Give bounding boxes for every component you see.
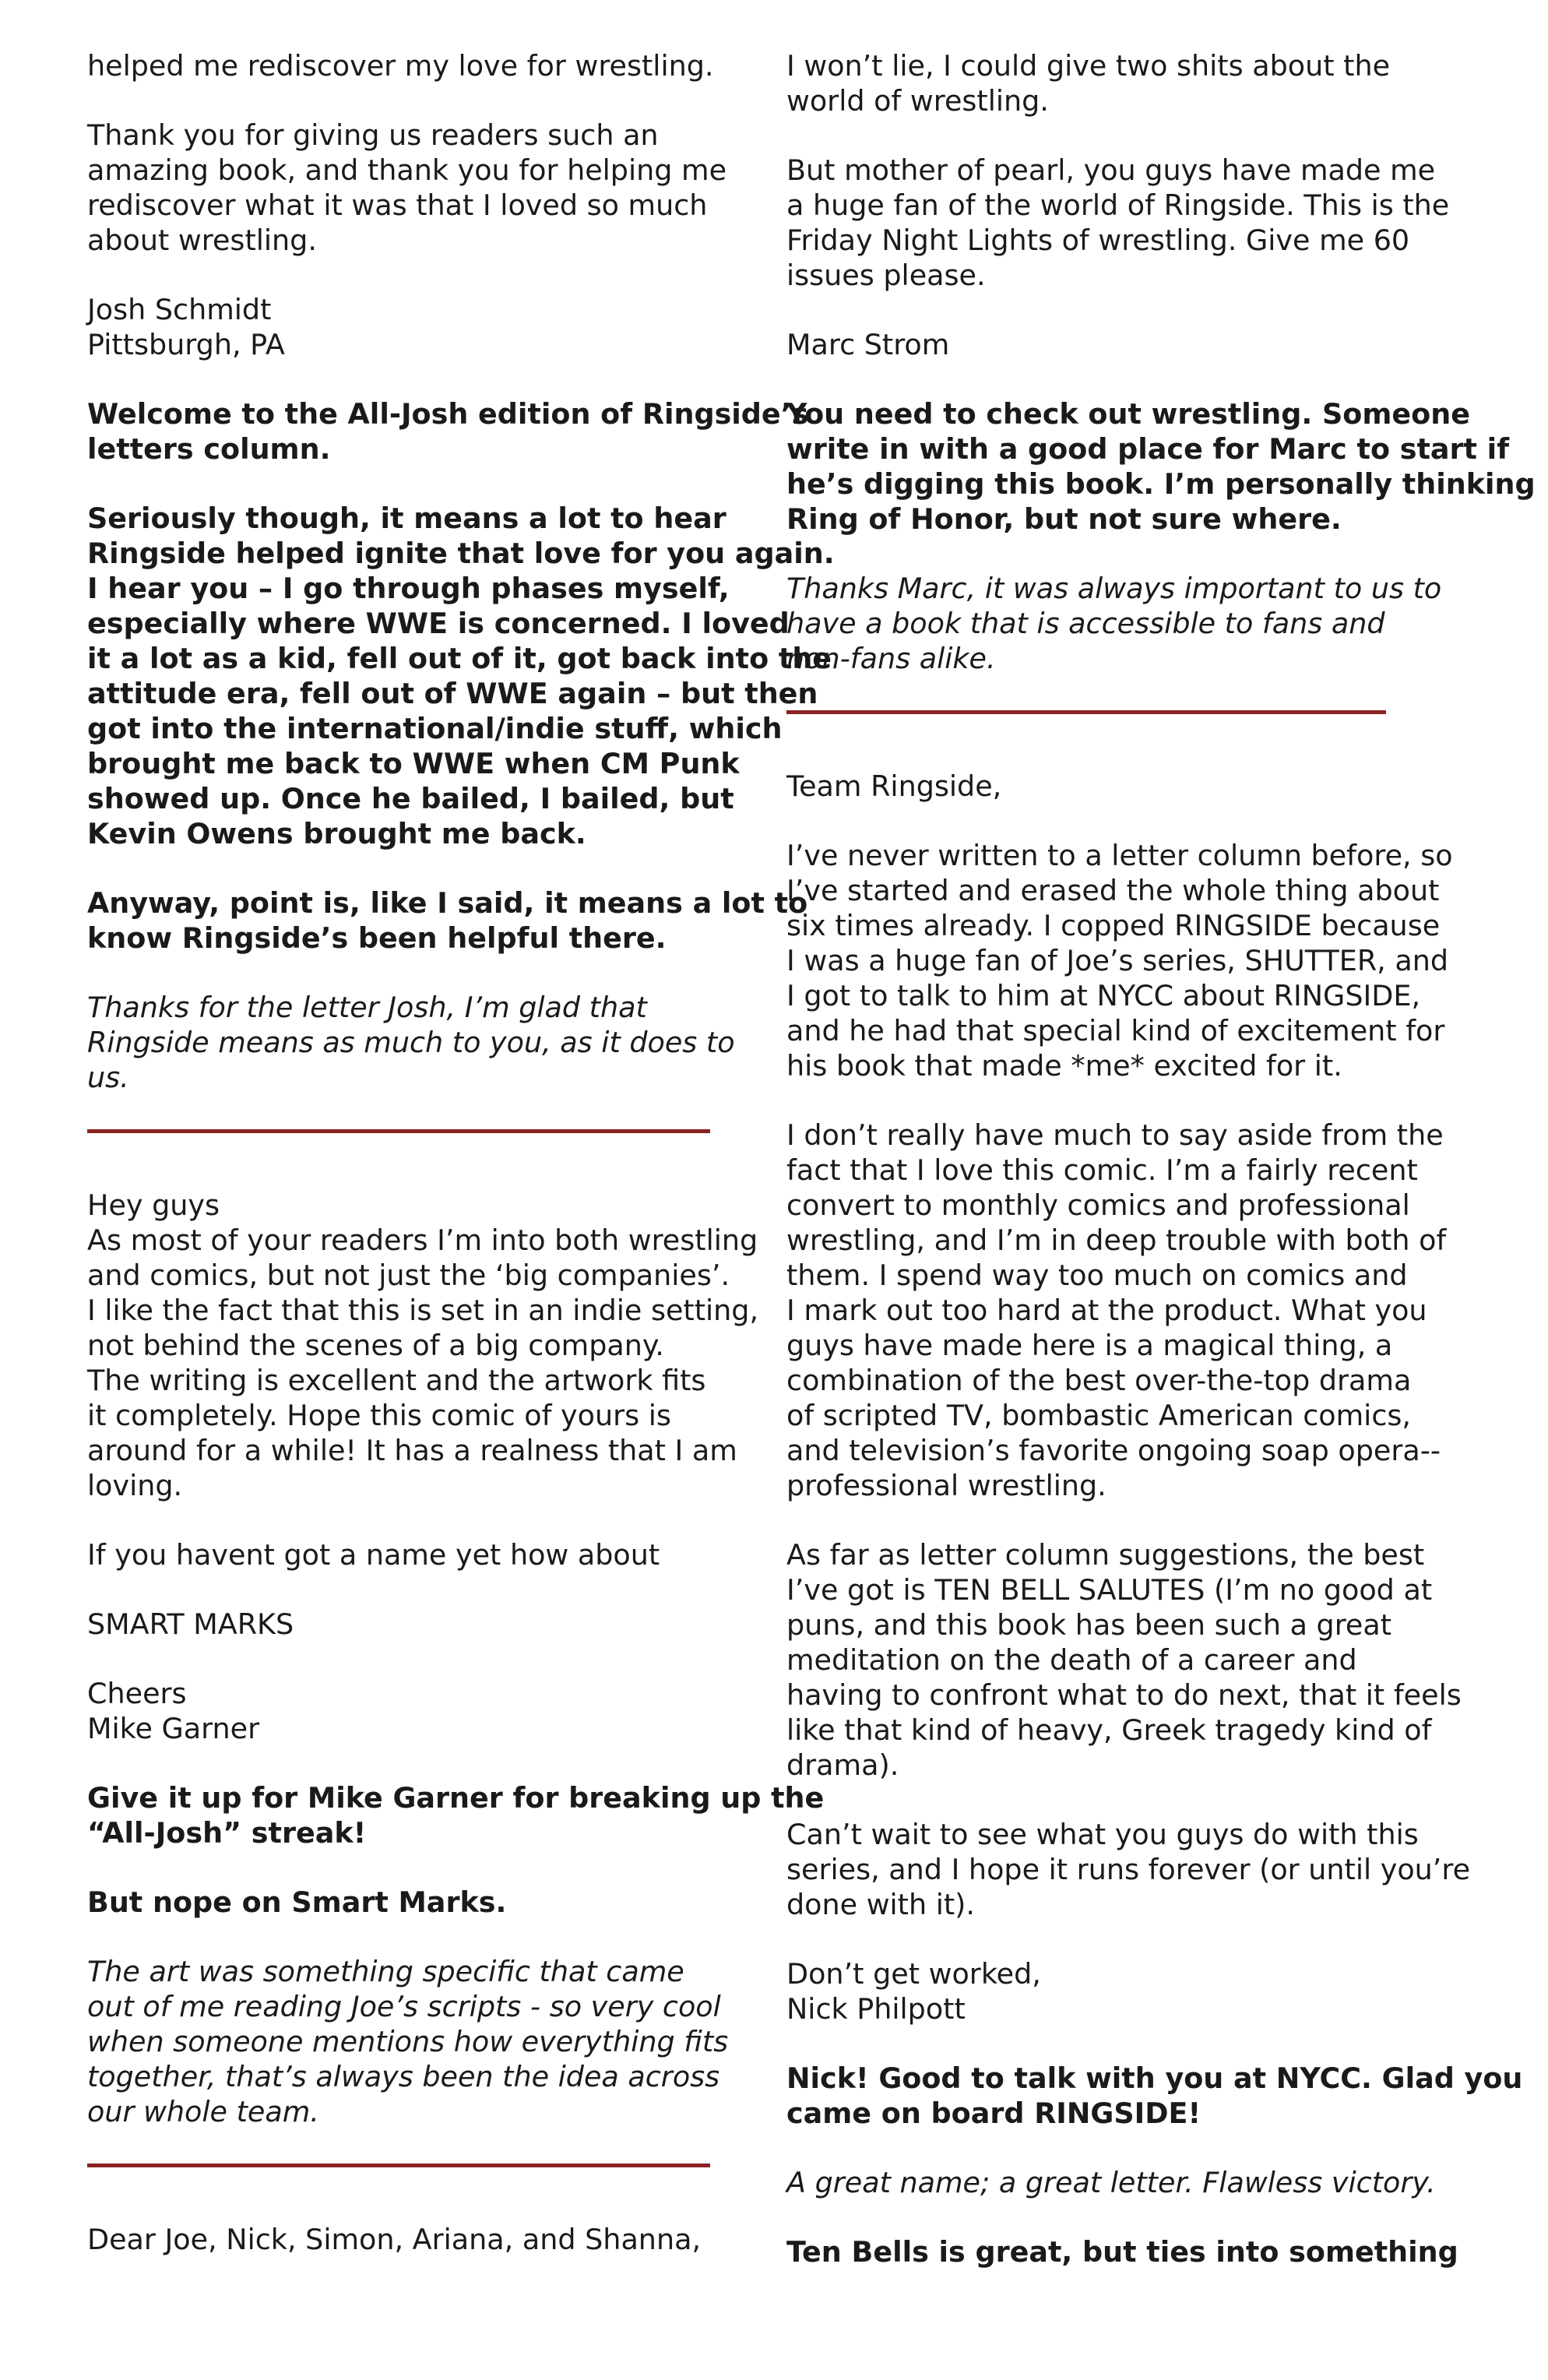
- text-line: Marc Strom: [786, 328, 950, 361]
- letter-paragraph: [786, 769, 1464, 804]
- letter-paragraph: [786, 838, 1464, 1083]
- text-line: I hear you – I go through phases myself,: [87, 572, 730, 605]
- text-line: Josh Schmidt: [87, 293, 272, 326]
- editor-reply: [87, 501, 835, 851]
- text-line: But nope on Smart Marks.: [87, 1885, 507, 1919]
- text-line: I don’t really have much to say aside from the: [786, 1118, 1444, 1152]
- letter-paragraph: [87, 1676, 758, 1746]
- text-line: Team Ringside,: [786, 769, 1002, 803]
- letter-paragraph: [87, 2222, 758, 2257]
- text-line: got into the international/indie stuff, which: [87, 712, 783, 745]
- text-line: about wrestling.: [87, 224, 317, 257]
- text-line: out of me reading Joe’s scripts - so very cool: [87, 1990, 721, 2023]
- text-line: combination of the best over-the-top drama: [786, 1364, 1412, 1397]
- text-line: loving.: [87, 1469, 183, 1502]
- text-line: it completely. Hope this comic of yours is: [87, 1399, 671, 1432]
- text-line: Dear Joe, Nick, Simon, Ariana, and Shanna,: [87, 2223, 702, 2256]
- text-line: I’ve never written to a letter column before, so: [786, 839, 1453, 872]
- text-line: Pittsburgh, PA: [87, 328, 285, 361]
- text-line: he’s digging this book. I’m personally thinking: [786, 467, 1536, 501]
- text-line: I mark out too hard at the product. What you: [786, 1294, 1427, 1327]
- text-line: But mother of pearl, you guys have made me: [786, 153, 1436, 187]
- text-line: Welcome to the All-Josh edition of Ringside’s: [87, 397, 809, 431]
- text-line: I got to talk to him at NYCC about RINGSIDE,: [786, 979, 1421, 1012]
- text-line: and he had that special kind of excitement for: [786, 1014, 1445, 1047]
- text-line: Seriously though, it means a lot to hear: [87, 502, 727, 535]
- text-line: Thank you for giving us readers such an: [87, 118, 659, 152]
- editor-reply: [87, 885, 808, 956]
- text-line: drama).: [786, 1748, 899, 1782]
- text-line: having to confront what to do next, that it feels: [786, 1678, 1462, 1712]
- text-line: them. I spend way too much on comics and: [786, 1259, 1408, 1292]
- letter-paragraph: [87, 1607, 758, 1642]
- text-line: Anyway, point is, like I said, it means a lot to: [87, 886, 808, 920]
- text-line: around for a while! It has a realness that I am: [87, 1434, 737, 1467]
- text-line: amazing book, and thank you for helping me: [87, 153, 727, 187]
- text-line: As far as letter column suggestions, the best: [786, 1538, 1425, 1572]
- letter-paragraph: [87, 48, 758, 83]
- text-line: non-fans alike.: [786, 642, 996, 675]
- text-line: SMART MARKS: [87, 1607, 294, 1641]
- text-line: convert to monthly comics and professional: [786, 1188, 1410, 1222]
- text-line: Ringside helped ignite that love for you again.: [87, 537, 835, 570]
- letter-paragraph: [87, 1537, 758, 1572]
- artist-reply: [87, 1954, 758, 2129]
- text-line: brought me back to WWE when CM Punk: [87, 747, 740, 780]
- editor-reply: [786, 2061, 1523, 2131]
- text-line: A great name; a great letter. Flawless victory.: [786, 2166, 1436, 2199]
- text-line: I’ve started and erased the whole thing about: [786, 874, 1440, 907]
- text-line: Ten Bells is great, but ties into something: [786, 2235, 1458, 2269]
- text-line: I was a huge fan of Joe’s series, SHUTTER, and: [786, 944, 1449, 977]
- text-line: came on board RINGSIDE!: [786, 2097, 1201, 2130]
- text-line: Nick Philpott: [786, 1992, 966, 2026]
- text-line: The art was something specific that came: [87, 1955, 684, 1988]
- text-line: I’ve got is TEN BELL SALUTES (I’m no good at: [786, 1573, 1433, 1607]
- text-line: Kevin Owens brought me back.: [87, 817, 586, 850]
- text-line: Ringside means as much to you, as it does to: [87, 1026, 735, 1059]
- text-line: Friday Night Lights of wrestling. Give me 60: [786, 224, 1410, 257]
- text-line: attitude era, fell out of WWE again – but then: [87, 677, 818, 710]
- text-line: showed up. Once he bailed, I bailed, but: [87, 782, 734, 815]
- text-line: Nick! Good to talk with you at NYCC. Glad you: [786, 2061, 1523, 2095]
- text-line: guys have made here is a magical thing, a: [786, 1329, 1393, 1362]
- text-line: world of wrestling.: [786, 84, 1049, 118]
- letter-paragraph: [786, 153, 1464, 293]
- text-line: six times already. I copped RINGSIDE because: [786, 909, 1441, 942]
- letter-paragraph: [786, 1956, 1464, 2026]
- text-line: Thanks for the letter Josh, I’m glad that: [87, 991, 647, 1024]
- text-line: Give it up for Mike Garner for breaking up the: [87, 1781, 825, 1815]
- text-line: Thanks Marc, it was always important to us to: [786, 572, 1442, 605]
- text-line: I like the fact that this is set in an indie setting,: [87, 1294, 759, 1327]
- letter-paragraph: [87, 292, 758, 362]
- text-line: like that kind of heavy, Greek tragedy kind of: [786, 1713, 1432, 1747]
- text-line: meditation on the death of a career and: [786, 1643, 1357, 1677]
- artist-reply: [786, 2165, 1464, 2200]
- text-line: I won’t lie, I could give two shits about the: [786, 49, 1391, 83]
- letter-paragraph: [87, 1188, 758, 1503]
- text-line: Ring of Honor, but not sure where.: [786, 502, 1342, 536]
- text-line: Cheers: [87, 1677, 187, 1710]
- text-line: wrestling, and I’m in deep trouble with both of: [786, 1223, 1447, 1257]
- text-line: issues please.: [786, 259, 986, 292]
- text-line: of scripted TV, bombastic American comics,: [786, 1399, 1412, 1432]
- text-line: write in with a good place for Marc to start if: [786, 432, 1510, 466]
- artist-reply: [786, 571, 1464, 676]
- text-line: If you havent got a name yet how about: [87, 1538, 660, 1572]
- text-line: The writing is excellent and the artwork fits: [87, 1364, 706, 1397]
- text-line: us.: [87, 1061, 129, 1094]
- editor-reply: [786, 2234, 1464, 2269]
- text-line: helped me rediscover my love for wrestling.: [87, 49, 714, 83]
- text-line: letters column.: [87, 432, 331, 466]
- text-line: our whole team.: [87, 2095, 319, 2128]
- letter-paragraph: [786, 48, 1464, 118]
- letter-paragraph: [786, 1817, 1471, 1922]
- section-divider: [87, 2163, 710, 2167]
- section-divider: [786, 710, 1386, 714]
- text-line: when someone mentions how everything fits: [87, 2025, 729, 2058]
- left-column: [87, 48, 835, 2291]
- text-line: his book that made *me* excited for it.: [786, 1049, 1342, 1083]
- artist-reply: [87, 990, 758, 1095]
- text-line: Don’t get worked,: [786, 1957, 1041, 1991]
- text-line: have a book that is accessible to fans and: [786, 607, 1385, 640]
- text-line: “All-Josh” streak!: [87, 1816, 367, 1850]
- text-line: Can’t wait to see what you guys do with this: [786, 1818, 1419, 1851]
- letter-paragraph: [87, 118, 758, 258]
- editor-reply: [87, 1780, 825, 1850]
- text-line: done with it).: [786, 1888, 976, 1921]
- text-line: Mike Garner: [87, 1712, 260, 1745]
- text-line: and comics, but not just the ‘big companies’.: [87, 1259, 730, 1292]
- text-line: and television’s favorite ongoing soap opera--: [786, 1434, 1441, 1467]
- text-line: not behind the scenes of a big company.: [87, 1329, 664, 1362]
- section-divider: [87, 1129, 710, 1133]
- editor-reply: [87, 1885, 758, 1920]
- text-line: series, and I hope it runs forever (or until you’re: [786, 1853, 1471, 1886]
- text-line: a huge fan of the world of Ringside. This is the: [786, 188, 1450, 222]
- letter-paragraph: [786, 327, 1464, 362]
- editor-reply: [786, 396, 1536, 537]
- text-line: fact that I love this comic. I’m a fairly recent: [786, 1153, 1418, 1187]
- text-line: You need to check out wrestling. Someone: [786, 397, 1470, 431]
- text-line: professional wrestling.: [786, 1469, 1106, 1502]
- letter-paragraph: [786, 1118, 1464, 1503]
- text-line: together, that’s always been the idea across: [87, 2060, 720, 2093]
- text-line: As most of your readers I’m into both wrestling: [87, 1223, 758, 1257]
- right-column: [786, 48, 1536, 2304]
- text-line: rediscover what it was that I loved so much: [87, 188, 708, 222]
- letter-paragraph: [786, 1537, 1464, 1783]
- editor-reply: [87, 396, 809, 466]
- text-line: it a lot as a kid, fell out of it, got back into the: [87, 642, 832, 675]
- text-line: especially where WWE is concerned. I loved: [87, 607, 790, 640]
- text-line: puns, and this book has been such a great: [786, 1608, 1392, 1642]
- text-line: Hey guys: [87, 1188, 220, 1222]
- text-line: know Ringside’s been helpful there.: [87, 921, 667, 955]
